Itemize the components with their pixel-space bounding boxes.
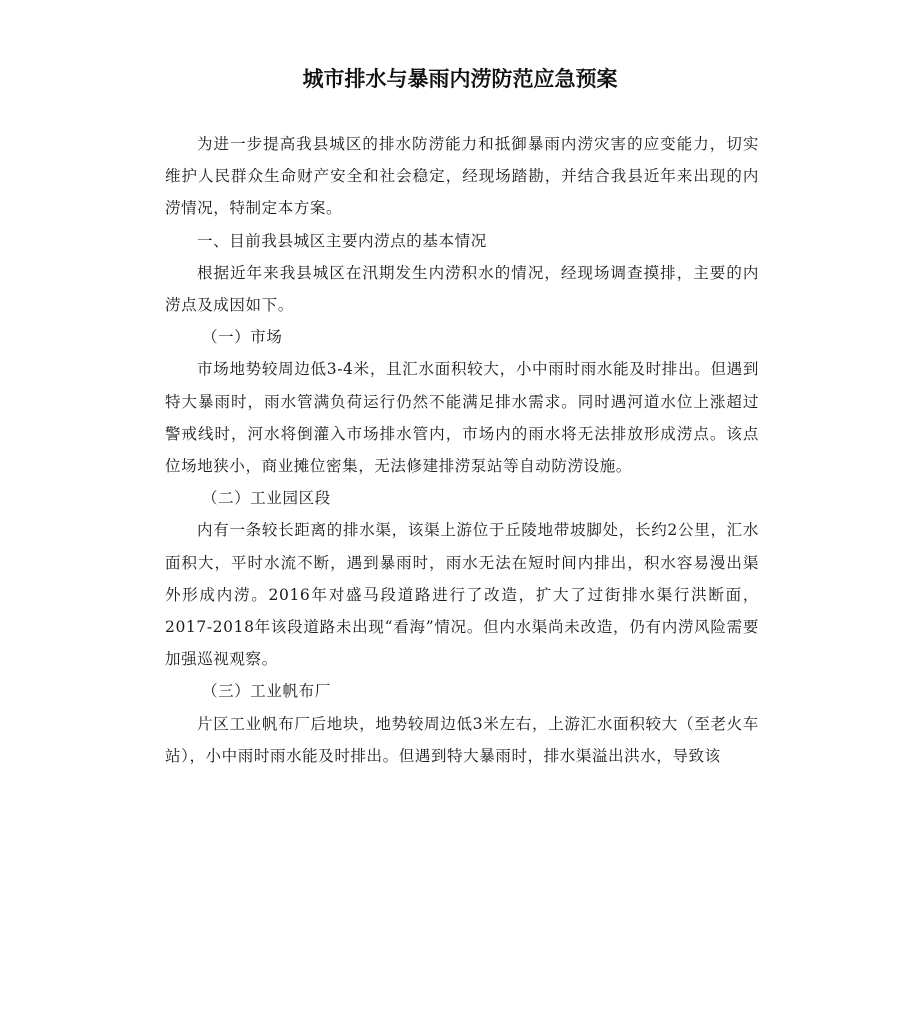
paragraph-industrial-park: 内有一条较长距离的排水渠，该渠上游位于丘陵地带坡脚处，长约2公里，汇水面积大，平时水流不断，遇到暴雨时，雨水无法在短时间内排出，积水容易漫出渠外形成内涝。2016年对盛马段道路进行了改造，扩大了过街排水渠行洪断面，2017-2018年该段道路未出现“看海”情况。但内水渠尚未改造，仍有内涝风险需要加强巡视观察。 [165,521,759,669]
section-heading-1: 一、目前我县城区主要内涝点的基本情况 [197,231,487,250]
subheading-market: （一）市场 [202,328,283,347]
paragraph-overview: 根据近年来我县城区在汛期发生内涝积水的情况，经现场调查摸排，主要的内涝点及成因如下。 [165,263,759,315]
paragraph-market: 市场地势较周边低3-4米，且汇水面积较大，小中雨时雨水能及时排出。但遇到特大暴雨时，雨水管满负荷运行仍然不能满足排水需求。同时遇河道水位上涨超过警戒线时，河水将倒灌入市场排水管内，市场内的雨水将无法排放形成涝点。该点位场地狭小，商业摊位密集，无法修建排涝泵站等自动防涝设施。 [165,360,759,476]
subheading-industrial-park: （二）工业园区段 [202,489,331,508]
document-title: 城市排水与暴雨内涝防范应急预案 [302,67,618,91]
document-body [165,128,759,772]
subheading-canvas-factory: （三）工业帆布厂 [202,682,331,701]
paragraph-canvas-factory: 片区工业帆布厂后地块，地势较周边低3米左右，上游汇水面积较大（至老火车站），小中雨时雨水能及时排出。但遇到特大暴雨时，排水渠溢出洪水，导致该 [165,714,759,765]
paragraph-intro: 为进一步提高我县城区的排水防涝能力和抵御暴雨内涝灾害的应变能力，切实维护人民群众生命财产安全和社会稳定，经现场踏勘，并结合我县近年来出现的内涝情况，特制定本方案。 [165,135,759,218]
